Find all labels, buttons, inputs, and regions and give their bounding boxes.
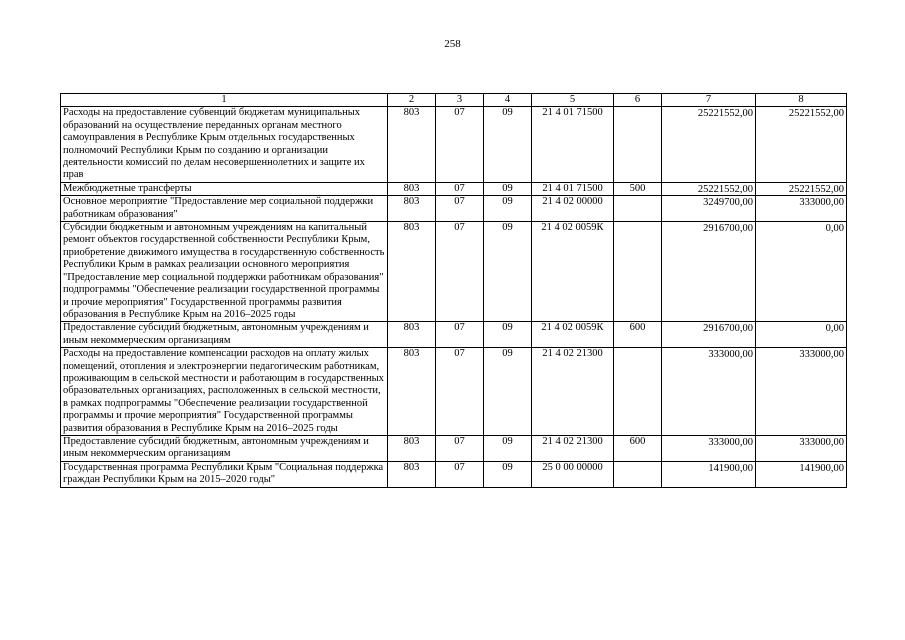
row-description: Предоставление субсидий бюджетным, автономным учреждениям и иным некоммерческим организациям bbox=[61, 435, 388, 461]
expense-type-code bbox=[614, 348, 662, 436]
section-code: 07 bbox=[436, 196, 484, 222]
amount-year-1: 2916700,00 bbox=[703, 323, 753, 335]
amount-year-1: 25221552,00 bbox=[697, 108, 753, 120]
table-row bbox=[61, 107, 847, 182]
row-description: Расходы на предоставление субвенций бюджетам муниципальных образований на осуществление переданных органам местного самоуправления в Республике Крым отдельных государственных полномочий Республики Крым по созданию и организации деятельности комиссий по делам несовершеннолетних и защите их прав bbox=[61, 107, 388, 182]
table-row bbox=[61, 461, 847, 487]
ministry-code: 803 bbox=[388, 107, 436, 182]
section-code: 07 bbox=[436, 107, 484, 182]
target-article-code: 25 0 00 00000 bbox=[532, 461, 614, 487]
expense-type-code: 500 bbox=[614, 182, 662, 195]
amount-year-2: 0,00 bbox=[825, 223, 844, 235]
row-description: Предоставление субсидий бюджетным, автономным учреждениям и иным некоммерческим организациям bbox=[61, 322, 388, 348]
table-row bbox=[61, 182, 847, 195]
expense-type-code bbox=[614, 196, 662, 222]
expense-type-code bbox=[614, 461, 662, 487]
target-article-code: 21 4 02 0059К bbox=[532, 322, 614, 348]
column-header: 2 bbox=[388, 94, 436, 107]
subsection-code: 09 bbox=[484, 107, 532, 182]
column-header: 5 bbox=[532, 94, 614, 107]
section-code: 07 bbox=[436, 435, 484, 461]
subsection-code: 09 bbox=[484, 348, 532, 436]
target-article-code: 21 4 02 21300 bbox=[532, 435, 614, 461]
ministry-code: 803 bbox=[388, 461, 436, 487]
amount-year-1: 333000,00 bbox=[708, 349, 753, 361]
row-description: Государственная программа Республики Крым "Социальная поддержка граждан Республики Крым на 2015–2020 годы" bbox=[61, 461, 388, 487]
ministry-code: 803 bbox=[388, 435, 436, 461]
target-article-code: 21 4 02 21300 bbox=[532, 348, 614, 436]
amount-year-1: 25221552,00 bbox=[697, 183, 753, 195]
row-description: Расходы на предоставление компенсации расходов на оплату жилых помещений, отопления и электроэнергии педагогическим работникам, проживающим в сельской местности и работающим в государственных образовательных организациях, расположенных в сельской местности, в рамках подпрограммы "Обеспечение реализации государственной программы и прочие мероприятия" Государственной программы развития образования в Республике Крым на 2016–2025 годы bbox=[61, 348, 388, 436]
subsection-code: 09 bbox=[484, 196, 532, 222]
amount-year-2: 141900,00 bbox=[799, 462, 844, 474]
ministry-code: 803 bbox=[388, 222, 436, 322]
table-row bbox=[61, 322, 847, 348]
table-row bbox=[61, 222, 847, 322]
section-code: 07 bbox=[436, 182, 484, 195]
target-article-code: 21 4 02 0059К bbox=[532, 222, 614, 322]
amount-year-1: 333000,00 bbox=[708, 436, 753, 448]
subsection-code: 09 bbox=[484, 222, 532, 322]
target-article-code: 21 4 02 00000 bbox=[532, 196, 614, 222]
ministry-code: 803 bbox=[388, 322, 436, 348]
table-row bbox=[61, 196, 847, 222]
section-code: 07 bbox=[436, 222, 484, 322]
column-number-row bbox=[61, 94, 847, 107]
column-header: 8 bbox=[756, 94, 847, 107]
amount-year-2: 333000,00 bbox=[799, 197, 844, 209]
row-description: Основное мероприятие "Предоставление мер социальной поддержки работникам образования" bbox=[61, 196, 388, 222]
target-article-code: 21 4 01 71500 bbox=[532, 182, 614, 195]
amount-year-2: 0,00 bbox=[825, 323, 844, 335]
amount-year-2: 25221552,00 bbox=[788, 183, 844, 195]
amount-year-1: 3249700,00 bbox=[703, 197, 753, 209]
amount-year-2: 333000,00 bbox=[799, 436, 844, 448]
amount-year-1: 141900,00 bbox=[708, 462, 753, 474]
subsection-code: 09 bbox=[484, 322, 532, 348]
row-description: Субсидии бюджетным и автономным учреждениям на капитальный ремонт объектов государственной собственности Республики Крым, приобретение движимого имущества в государственную собственность Республики Крым в рамках реализации основного мероприятия "Предоставление мер социальной поддержки работникам образования" подпрограммы "Обеспечение реализации государственной программы и прочие мероприятия" Государственной программы развития образования в Республике Крым на 2016–2025 годы bbox=[61, 222, 388, 322]
section-code: 07 bbox=[436, 348, 484, 436]
column-header: 6 bbox=[614, 94, 662, 107]
subsection-code: 09 bbox=[484, 461, 532, 487]
table-row bbox=[61, 348, 847, 436]
expense-type-code bbox=[614, 107, 662, 182]
subsection-code: 09 bbox=[484, 435, 532, 461]
ministry-code: 803 bbox=[388, 182, 436, 195]
column-header: 4 bbox=[484, 94, 532, 107]
section-code: 07 bbox=[436, 322, 484, 348]
ministry-code: 803 bbox=[388, 196, 436, 222]
amount-year-2: 25221552,00 bbox=[788, 108, 844, 120]
expense-type-code bbox=[614, 222, 662, 322]
expense-type-code: 600 bbox=[614, 322, 662, 348]
subsection-code: 09 bbox=[484, 182, 532, 195]
column-header: 7 bbox=[662, 94, 756, 107]
budget-table bbox=[60, 93, 847, 488]
page-number: 258 bbox=[444, 38, 461, 50]
amount-year-1: 2916700,00 bbox=[703, 223, 753, 235]
amount-year-2: 333000,00 bbox=[799, 349, 844, 361]
ministry-code: 803 bbox=[388, 348, 436, 436]
row-description: Межбюджетные трансферты bbox=[61, 182, 388, 195]
column-header: 3 bbox=[436, 94, 484, 107]
target-article-code: 21 4 01 71500 bbox=[532, 107, 614, 182]
section-code: 07 bbox=[436, 461, 484, 487]
column-header: 1 bbox=[61, 94, 388, 107]
expense-type-code: 600 bbox=[614, 435, 662, 461]
table-row bbox=[61, 435, 847, 461]
